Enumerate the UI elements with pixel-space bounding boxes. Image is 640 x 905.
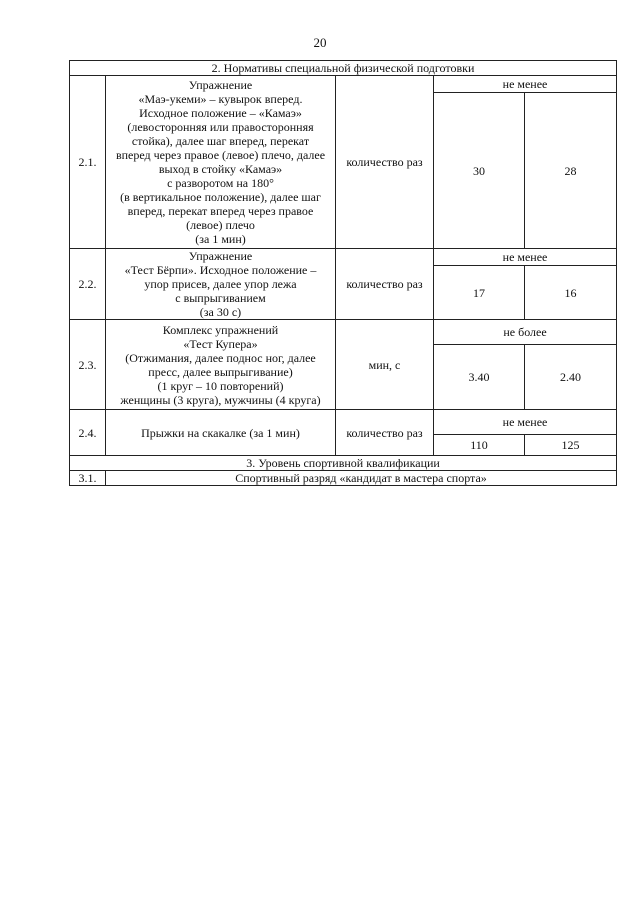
norm-label: не менее — [434, 249, 617, 266]
row-number: 2.2. — [70, 249, 106, 320]
description-line: (левосторонняя или правосторонняя — [127, 120, 314, 134]
norm-label: не менее — [434, 76, 617, 93]
description-line: стойка), далее шаг вперед, перекат — [131, 134, 310, 148]
description-line: пресс, далее выпрыгивание) — [148, 364, 293, 379]
norm-label: не более — [434, 320, 617, 345]
description-line: (за 30 с) — [199, 305, 242, 319]
value-cell: 16 — [525, 266, 617, 320]
section-3-title: 3. Уровень спортивной квалификации — [70, 456, 617, 471]
section-2-header-row — [70, 61, 617, 76]
table-row — [70, 76, 617, 93]
row-number: 2.1. — [70, 76, 106, 249]
description-line: выход в стойку «Камаэ» — [158, 162, 283, 176]
value-cell: 110 — [434, 435, 525, 456]
section-3-header-row — [70, 456, 617, 471]
description-line: Упражнение — [188, 78, 253, 92]
value-cell: 125 — [525, 435, 617, 456]
description-line: с разворотом на 180° — [167, 176, 274, 190]
table-row — [70, 320, 617, 345]
exercise-description — [106, 249, 336, 320]
description-line: «Тест Бёрпи». Исходное положение – — [124, 263, 317, 277]
qualification-text: Спортивный разряд «кандидат в мастера спорта» — [106, 471, 617, 486]
description-line: Исходное положение – «Камаэ» — [139, 106, 302, 120]
description-line: (Отжимания, далее поднос ног, далее — [125, 350, 316, 365]
description-line: «Тест Купера» — [183, 336, 258, 351]
description-line: Упражнение — [188, 249, 253, 263]
description-line: (1 круг – 10 повторений) — [157, 378, 284, 393]
table-row — [70, 249, 617, 266]
unit-cell: количество раз — [336, 76, 434, 249]
value-cell: 28 — [525, 93, 617, 249]
description-line: Прыжки на скакалке (за 1 мин) — [141, 425, 300, 440]
table-row — [70, 410, 617, 435]
exercise-description — [106, 76, 336, 249]
description-line: с выпрыгиванием — [175, 291, 266, 305]
unit-cell: количество раз — [336, 249, 434, 320]
description-line: упор присев, далее упор лежа — [144, 277, 297, 291]
value-cell: 3.40 — [434, 345, 525, 410]
value-cell: 2.40 — [525, 345, 617, 410]
value-cell: 17 — [434, 266, 525, 320]
description-line: (за 1 мин) — [195, 232, 246, 246]
row-number: 3.1. — [70, 471, 106, 486]
section-2-title: 2. Нормативы специальной физической подготовки — [70, 61, 617, 76]
unit-cell: мин, с — [336, 320, 434, 410]
row-number: 2.3. — [70, 320, 106, 410]
norm-label: не менее — [434, 410, 617, 435]
exercise-description — [106, 320, 336, 410]
table-row — [70, 471, 617, 486]
description-line: (левое) плечо — [186, 218, 255, 232]
description-line: (в вертикальное положение), далее шаг — [120, 190, 321, 204]
unit-cell: количество раз — [336, 410, 434, 456]
description-line: вперед через правое (левое) плечо, далее — [115, 148, 326, 162]
page-number: 20 — [313, 35, 327, 50]
description-line: вперед, перекат вперед через правое — [127, 204, 314, 218]
row-number: 2.4. — [70, 410, 106, 456]
description-line: женщины (3 круга), мужчины (4 круга) — [120, 392, 321, 407]
value-cell: 30 — [434, 93, 525, 249]
exercise-description — [106, 410, 336, 456]
description-line: Комплекс упражнений — [162, 322, 279, 337]
norms-table — [69, 60, 617, 486]
description-line: «Маэ-укеми» – кувырок вперед. — [138, 92, 303, 106]
